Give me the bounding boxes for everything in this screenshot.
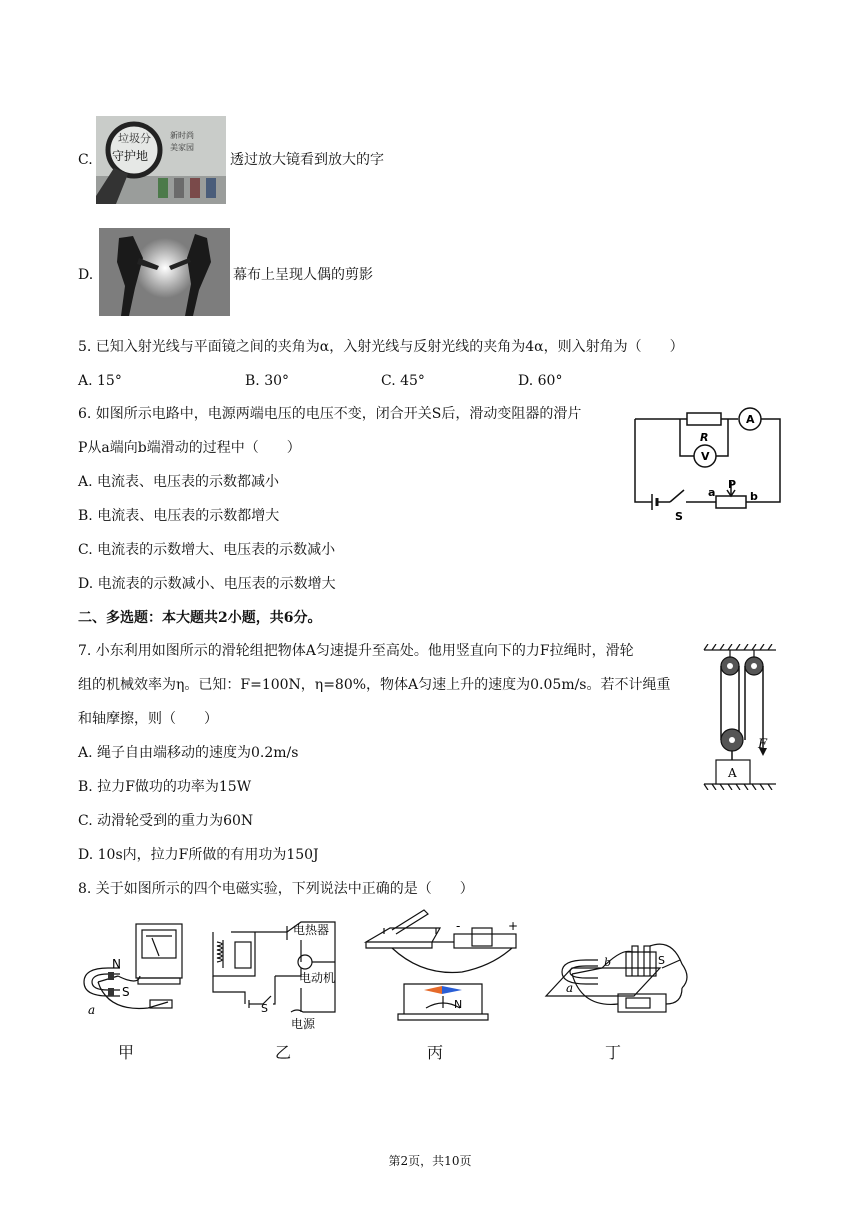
option-d-letter: D.: [78, 267, 94, 283]
sign-text-1: 垃圾分: [118, 132, 151, 145]
q6-option-a: A. 电流表、电压表的示数都减小: [78, 474, 280, 490]
jia-label-s: S: [122, 985, 130, 999]
ding-label-s: S: [658, 954, 665, 967]
label-r: R: [700, 431, 709, 444]
q7-option-a: A. 绳子自由端移动的速度为0.2m/s: [78, 745, 299, 761]
q5-option-c: C. 45°: [381, 373, 425, 389]
yi-label-heater: 电热器: [293, 923, 330, 937]
figure-yi: [205, 912, 345, 1032]
label-block-a: A: [728, 766, 737, 780]
q5-option-d: D. 60°: [518, 373, 563, 389]
label-voltmeter: V: [701, 450, 710, 463]
ding-label-a: a: [566, 981, 574, 995]
caption-jia: 甲: [118, 1043, 135, 1062]
label-p: P: [728, 478, 737, 491]
caption-yi: 乙: [275, 1043, 292, 1062]
option-d-caption: 幕布上呈现人偶的剪影: [233, 267, 373, 283]
jia-label-n: N: [112, 957, 121, 971]
sign-text-3: 新时尚: [170, 131, 194, 140]
shadow-puppet-photo: [99, 228, 230, 316]
section2-heading: 二、多选题：本大题共2小题，共6分。: [78, 610, 322, 626]
jia-label-a: a: [88, 1003, 96, 1017]
yi-label-power: 电源: [291, 1017, 316, 1031]
q6-option-c: C. 电流表的示数增大、电压表的示数减小: [78, 542, 336, 558]
ding-label-b: b: [604, 956, 612, 969]
circuit-diagram: [630, 404, 790, 524]
q7-option-b: B. 拉力F做功的功率为15W: [78, 779, 252, 795]
label-a: a: [708, 486, 716, 499]
caption-bing: 丙: [427, 1043, 444, 1062]
label-s: S: [675, 510, 683, 523]
bing-label-n: N: [454, 998, 463, 1011]
pulley-diagram: [700, 644, 780, 790]
bing-label-minus: -: [456, 919, 461, 933]
q5-option-a: A. 15°: [78, 373, 122, 389]
magnifier-photo: [96, 116, 226, 204]
figure-jia: [78, 916, 198, 1026]
page-footer: 第2页，共10页: [388, 1154, 472, 1168]
q6-option-b: B. 电流表、电压表的示数都增大: [78, 508, 280, 524]
yi-label-motor: 电动机: [299, 971, 336, 985]
q7-stem-line3: 和轴摩擦，则（ ）: [78, 711, 218, 727]
q6-stem-line1: 6. 如图所示电路中，电源两端电压的电压不变，闭合开关S后，滑动变阻器的滑片: [78, 406, 582, 422]
sign-text-4: 美家园: [170, 143, 194, 152]
q8-stem: 8. 关于如图所示的四个电磁实验，下列说法中正确的是（ ）: [78, 881, 474, 897]
q7-stem-line1: 7. 小东利用如图所示的滑轮组把物体A匀速提升至高处。他用竖直向下的力F拉绳时，滑轮: [78, 643, 634, 659]
caption-ding: 丁: [605, 1043, 622, 1062]
figure-bing: [362, 906, 526, 1030]
option-c-letter: C.: [78, 152, 93, 168]
sign-text-2: 守护地: [112, 149, 149, 163]
q6-stem-line2: P从a端向b端滑动的过程中（ ）: [78, 440, 301, 456]
option-c-caption: 透过放大镜看到放大的字: [230, 152, 384, 168]
label-force-f: F: [758, 737, 768, 752]
q5-stem: 5. 已知入射光线与平面镜之间的夹角为α，入射光线与反射光线的夹角为4α，则入射角为（ ）: [78, 339, 684, 355]
q5-option-b: B. 30°: [245, 373, 290, 389]
q7-option-c: C. 动滑轮受到的重力为60N: [78, 813, 254, 829]
bing-label-plus: +: [508, 919, 519, 933]
label-b: b: [750, 490, 758, 503]
yi-label-s: S: [261, 1002, 268, 1015]
label-ammeter: A: [746, 413, 755, 426]
figure-ding: [542, 938, 692, 1034]
q7-option-d: D. 10s内，拉力F所做的有用功为150J: [78, 847, 319, 863]
q6-option-d: D. 电流表的示数减小、电压表的示数增大: [78, 576, 336, 592]
q7-stem-line2: 组的机械效率为η。已知：F=100N，η=80%，物体A匀速上升的速度为0.05m/s。若不计绳重: [78, 677, 671, 693]
